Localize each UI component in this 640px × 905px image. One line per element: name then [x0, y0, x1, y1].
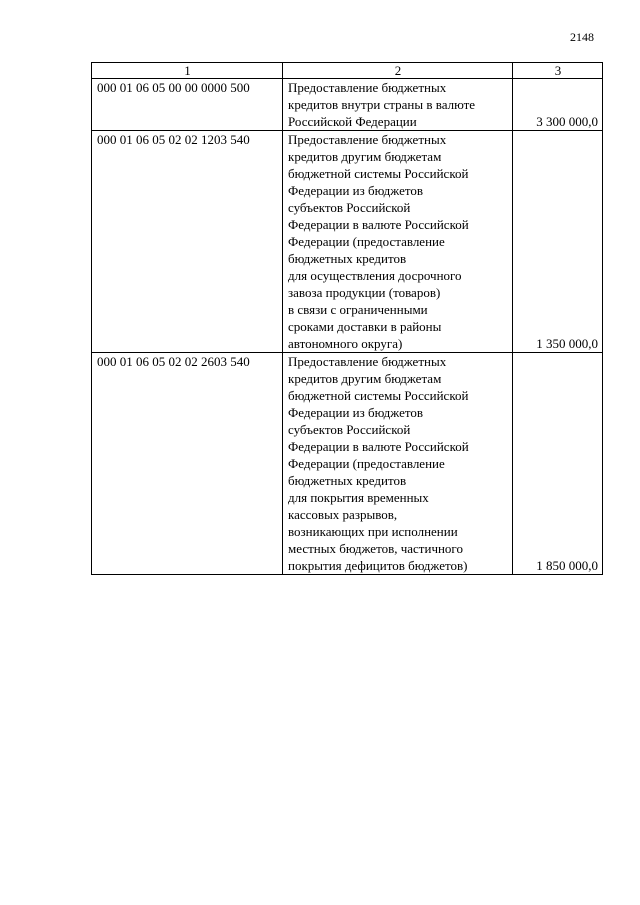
budget-description: Предоставление бюджетных кредитов другим бюджетам бюджетной системы Российской Федерации из бюджетов субъектов Российской Федерации в валюте Российской Федерации (предоставление бюджетных кредитов для осуществления досрочного завоза продукции (товаров) в связи с ограниченными сроками доставки в районы автономного округа): [283, 131, 513, 353]
table-row: [92, 131, 603, 353]
budget-amount: 1 350 000,0: [513, 131, 603, 353]
budget-code: 000 01 06 05 02 02 1203 540: [92, 131, 283, 353]
table-row: [92, 353, 603, 575]
column-header-3: 3: [513, 63, 603, 79]
budget-table: [91, 62, 603, 575]
budget-amount: 3 300 000,0: [513, 79, 603, 131]
table-row: [92, 79, 603, 131]
column-header-2: 2: [283, 63, 513, 79]
budget-amount: 1 850 000,0: [513, 353, 603, 575]
table-header-row: [92, 63, 603, 79]
budget-code: 000 01 06 05 00 00 0000 500: [92, 79, 283, 131]
budget-description: Предоставление бюджетных кредитов внутри страны в валюте Российской Федерации: [283, 79, 513, 131]
column-header-1: 1: [92, 63, 283, 79]
page-number: 2148: [570, 30, 594, 44]
budget-description: Предоставление бюджетных кредитов другим бюджетам бюджетной системы Российской Федерации из бюджетов субъектов Российской Федерации в валюте Российской Федерации (предоставление бюджетных кредитов для покрытия временных кассовых разрывов, возникающих при исполнении местных бюджетов, частичного покрытия дефицитов бюджетов): [283, 353, 513, 575]
budget-code: 000 01 06 05 02 02 2603 540: [92, 353, 283, 575]
